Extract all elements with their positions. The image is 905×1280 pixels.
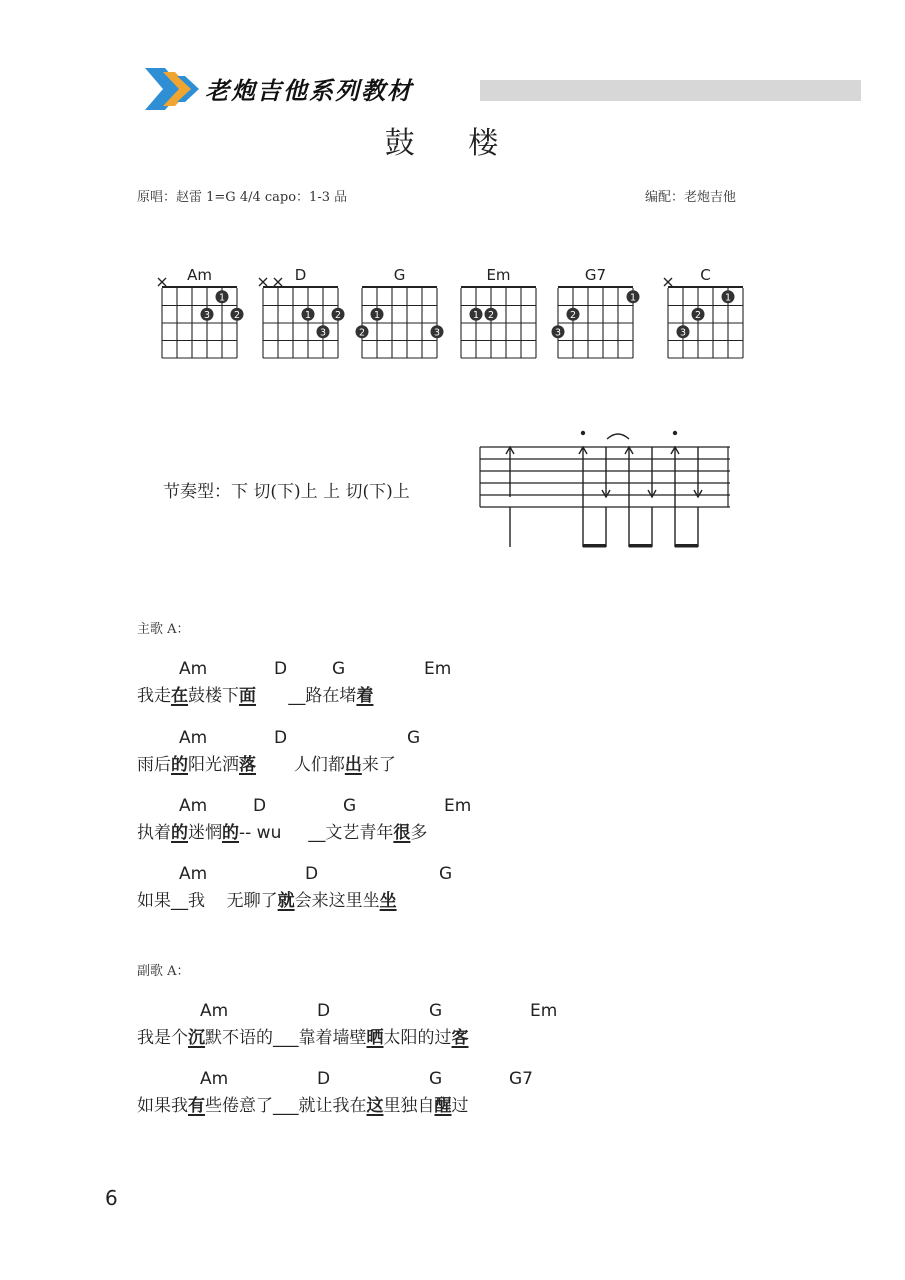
header-divider-bar xyxy=(480,80,861,101)
chord-name: G7 xyxy=(584,266,607,284)
chord-symbol: D xyxy=(317,1069,331,1089)
series-title: 老炮吉他系列教材 xyxy=(205,77,413,105)
chord-symbol: Am xyxy=(179,796,208,816)
finger-number: 2 xyxy=(487,309,495,321)
chord-symbol: Em xyxy=(530,1001,558,1021)
chord-name: D xyxy=(294,266,307,284)
chord-name: G xyxy=(393,266,406,284)
chord-name: C xyxy=(700,266,711,284)
chord-nut xyxy=(558,286,633,288)
finger-number: 1 xyxy=(373,309,381,321)
lyric-line: 执着的迷惘的-- wu __文艺青年很多 xyxy=(137,823,428,843)
song-meta: 原唱：赵雷 1=G 4/4 capo：1-3 品 xyxy=(137,190,348,205)
chord-nut xyxy=(362,286,437,288)
chord-symbol: G xyxy=(343,796,357,816)
chord-nut xyxy=(162,286,237,288)
lyric-line: 雨后的阳光洒落 人们都出来了 xyxy=(137,755,396,775)
chord-symbol: D xyxy=(317,1001,331,1021)
chord-symbol: Am xyxy=(200,1069,229,1089)
song-title: 鼓 楼 xyxy=(384,126,521,161)
page-number: 6 xyxy=(105,1186,118,1210)
chord-name: Am xyxy=(187,266,212,284)
finger-number: 1 xyxy=(472,309,480,321)
chord-symbol: G xyxy=(407,728,421,748)
chord-symbol: Am xyxy=(179,864,208,884)
lyric-line: 我走在鼓楼下面 __路在堵着 xyxy=(137,686,374,706)
finger-number: 1 xyxy=(724,292,732,304)
lyric-line: 我是个沉默不语的___靠着墙壁晒太阳的过客 xyxy=(137,1028,469,1048)
finger-number: 3 xyxy=(319,327,327,339)
chord-symbol: D xyxy=(274,728,288,748)
chord-symbol: G xyxy=(439,864,453,884)
finger-number: 1 xyxy=(218,292,226,304)
finger-number: 2 xyxy=(233,309,241,321)
chord-symbol: Am xyxy=(179,728,208,748)
finger-number: 2 xyxy=(569,309,577,321)
finger-number: 3 xyxy=(554,327,562,339)
series-logo xyxy=(143,66,201,112)
finger-number: 1 xyxy=(629,292,637,304)
chorus-label: 副歌 A： xyxy=(137,964,190,979)
chord-symbol: Am xyxy=(179,659,208,679)
chord-symbol: D xyxy=(305,864,319,884)
verse-label: 主歌 A： xyxy=(137,622,190,637)
finger-number: 2 xyxy=(694,309,702,321)
chord-nut xyxy=(461,286,536,288)
finger-number: 2 xyxy=(334,309,342,321)
finger-number: 3 xyxy=(203,309,211,321)
chord-symbol: G7 xyxy=(509,1069,533,1089)
chord-symbol: D xyxy=(253,796,267,816)
lyric-line: 如果我有些倦意了___就让我在这里独自醒过 xyxy=(137,1096,469,1116)
chord-symbol: G xyxy=(332,659,346,679)
chord-symbol: G xyxy=(429,1069,443,1089)
chord-symbol: Em xyxy=(424,659,452,679)
chord-symbol: G xyxy=(429,1001,443,1021)
chord-nut xyxy=(668,286,743,288)
chord-symbol: Am xyxy=(200,1001,229,1021)
chord-symbol: Em xyxy=(444,796,472,816)
rhythm-pattern-label: 节奏型：下 切(下)上 上 切(下)上 xyxy=(163,482,410,502)
finger-number: 3 xyxy=(679,327,687,339)
arranger: 编配：老炮吉他 xyxy=(645,190,737,205)
finger-number: 3 xyxy=(433,327,441,339)
chord-symbol: D xyxy=(274,659,288,679)
finger-number: 1 xyxy=(304,309,312,321)
finger-number: 2 xyxy=(358,327,366,339)
chord-nut xyxy=(263,286,338,288)
rhythm-pattern-tab xyxy=(475,425,740,555)
lyric-line: 如果__我 无聊了就会来这里坐坐 xyxy=(137,891,397,911)
chord-diagrams xyxy=(150,258,770,373)
chord-name: Em xyxy=(486,266,511,284)
